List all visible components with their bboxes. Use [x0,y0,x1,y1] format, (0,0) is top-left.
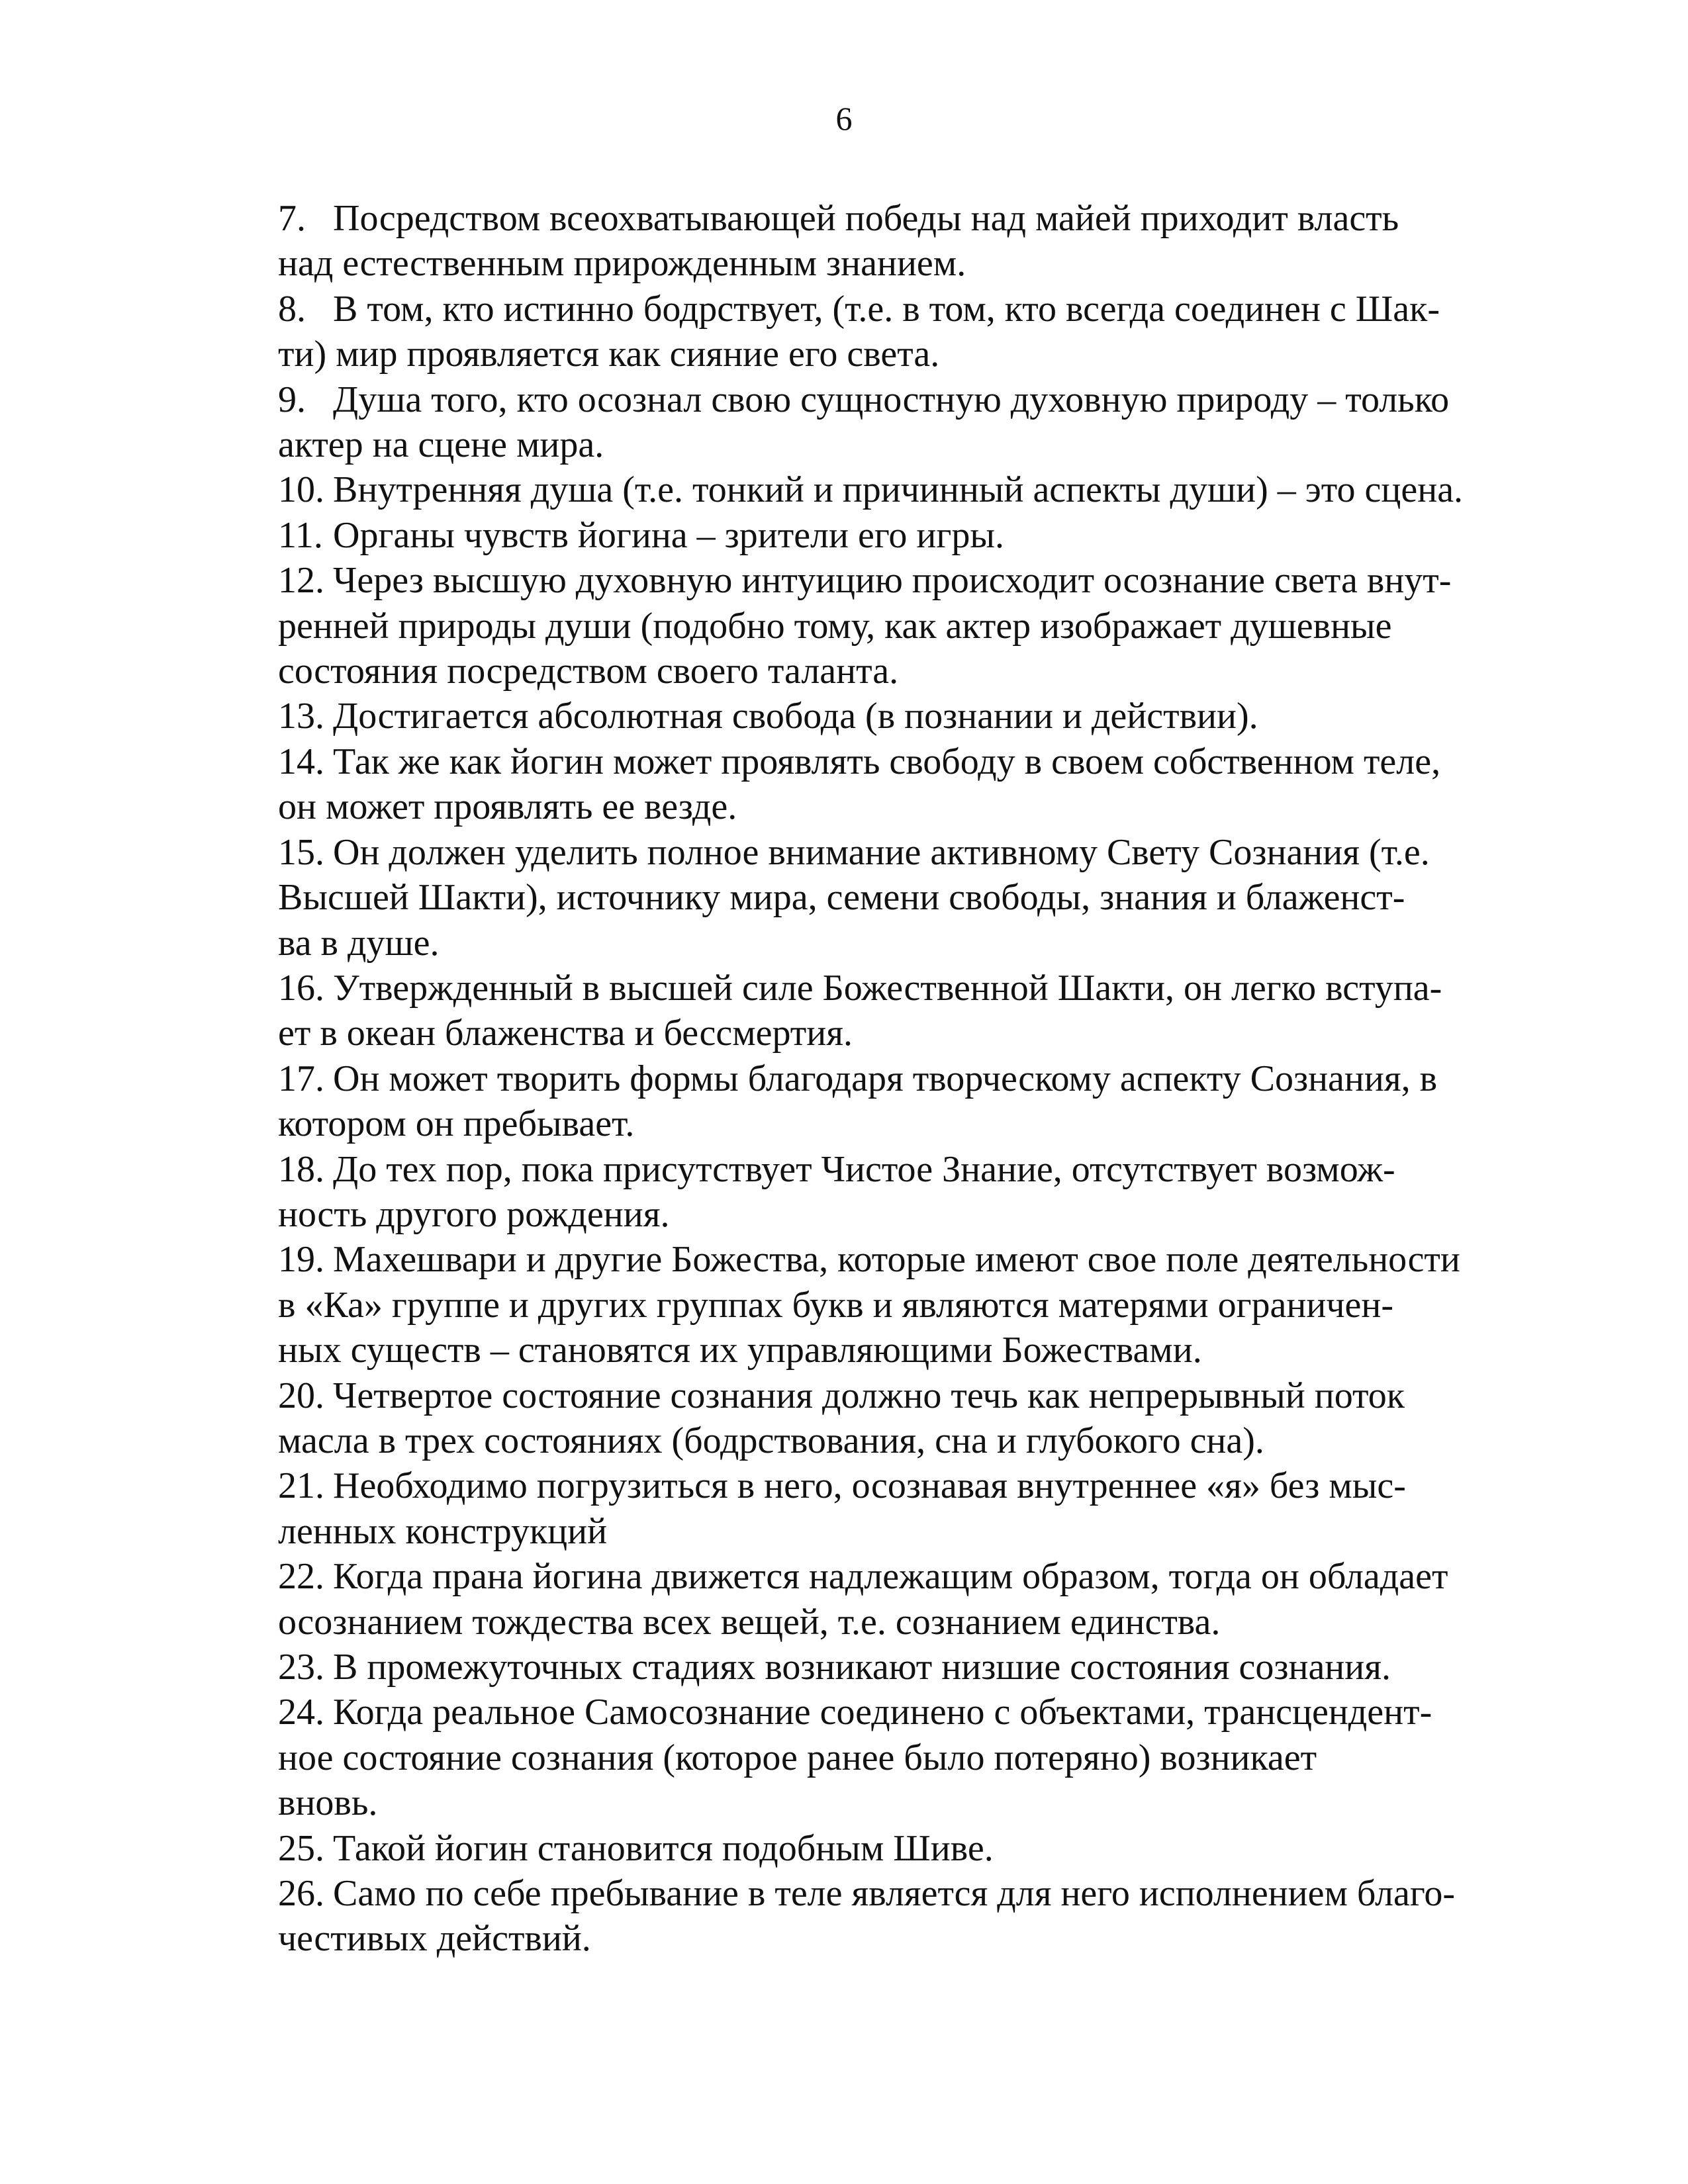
item-number: 17. [278,1058,324,1099]
item-text-line: Внутренняя душа (т.е. тонкий и причинный аспекты души) – это сцена. [333,469,1464,511]
item-text-line: масла в трех состояниях (бодрствования, сна и глубокого сна). [278,1420,1264,1461]
item-text-line: Утвержденный в высшей силе Божественной Шакти, он легко вступа- [333,967,1442,1009]
item-number: 22. [278,1556,324,1598]
item-number: 24. [278,1692,324,1733]
item-text-line: ва в душе. [278,922,440,964]
item-text-line: Когда прана йогина движется надлежащим образом, тогда он обладает [333,1556,1448,1598]
item-number: 26. [278,1873,324,1915]
list-item [278,1237,1536,1373]
item-text-line: Четвертое состояние сознания должно течь как непрерывный поток [333,1375,1405,1416]
list-item [278,1871,1536,1962]
item-text-line: ленных конструкций [278,1510,608,1552]
item-text-line: В том, кто истинно бодрствует, (т.е. в том, кто всегда соединен с Шак- [333,288,1440,330]
item-text-line: Душа того, кто осознал свою сущностную духовную природу – только [333,379,1450,420]
list-item [278,1147,1536,1238]
item-number: 15. [278,831,324,873]
list-item [278,1554,1536,1645]
list-item [278,694,1536,739]
list-item [278,513,1536,558]
list-item [278,739,1536,830]
aphorism-list [278,196,1536,1962]
list-item [278,830,1536,966]
list-item [278,287,1536,377]
list-item [278,1373,1536,1464]
item-text-line: Органы чувств йогина – зрители его игры. [333,514,1004,556]
list-item [278,1690,1536,1825]
item-text-line: Он может творить формы благодаря творческому аспекту Сознания, в [333,1058,1438,1099]
list-item [278,1056,1536,1147]
item-number: 23. [278,1647,324,1688]
item-number: 19. [278,1239,324,1281]
list-item [278,966,1536,1056]
item-number: 13. [278,696,324,737]
item-text-line: Махешвари и другие Божества, которые имеют свое поле деятельности [333,1239,1460,1281]
list-item [278,196,1536,287]
item-text-line: ренней природы души (подобно тому, как актер изображает душевные [278,605,1392,647]
item-number: 7. [278,198,306,239]
item-number: 20. [278,1375,324,1416]
item-text-line: Он должен уделить полное внимание активному Свету Сознания (т.е. [333,831,1430,873]
item-text-line: В промежуточных стадиях возникают низшие состояния сознания. [333,1647,1391,1688]
item-text-line: он может проявлять ее везде. [278,786,737,828]
item-text-line: над естественным прирожденным знанием. [278,243,966,285]
list-item [278,558,1536,694]
item-text-line: Само по себе пребывание в теле является для него исполнением благо- [333,1873,1456,1915]
item-text-line: ное состояние сознания (которое ранее было потеряно) возникает [278,1737,1317,1778]
item-text-line: ет в океан блаженства и бессмертия. [278,1013,853,1054]
item-text-line: ность другого рождения. [278,1193,670,1235]
item-text-line: ти) мир проявляется как сияние его света. [278,334,940,375]
item-number: 16. [278,967,324,1009]
item-text-line: Через высшую духовную интуицию происходит осознание света внут- [333,560,1452,602]
page-number: 6 [835,100,853,137]
item-number: 10. [278,469,324,511]
list-item [278,467,1536,512]
item-text-line: в «Ка» группе и других группах букв и являются матерями ограничен- [278,1284,1393,1326]
item-number: 9. [278,379,306,420]
item-text-line: состояния посредством своего таланта. [278,651,899,692]
item-number: 25. [278,1827,324,1869]
list-item [278,377,1536,468]
item-text-line: Посредством всеохватывающей победы над майей приходит власть [333,198,1399,239]
item-text-line: котором он пребывает. [278,1103,635,1145]
item-text-line: Достигается абсолютная свобода (в познании и действии). [333,696,1258,737]
list-item [278,1645,1536,1690]
item-text-line: Высшей Шакти), источнику мира, семени свободы, знания и блаженст- [278,877,1405,919]
item-text-line: Так же как йогин может проявлять свободу в своем собственном теле, [333,741,1441,782]
list-item [278,1463,1536,1554]
item-number: 8. [278,288,306,330]
item-text-line: честивых действий. [278,1918,591,1960]
item-text-line: Такой йогин становится подобным Шиве. [333,1827,994,1869]
item-number: 18. [278,1148,324,1190]
item-text-line: актер на сцене мира. [278,424,604,466]
item-text-line: Необходимо погрузиться в него, осознавая внутреннее «я» без мыс- [333,1465,1406,1507]
item-number: 14. [278,741,324,782]
item-text-line: До тех пор, пока присутствует Чистое Знание, отсутствует возмож- [333,1148,1395,1190]
item-number: 11. [278,514,323,556]
item-text-line: ных существ – становятся их управляющими Божествами. [278,1330,1202,1371]
list-item [278,1826,1536,1871]
item-text-line: вновь. [278,1782,378,1824]
item-text-line: Когда реальное Самосознание соединено с объектами, трансцендент- [333,1692,1432,1733]
item-number: 12. [278,560,324,602]
item-text-line: осознанием тождества всех вещей, т.е. сознанием единства. [278,1601,1221,1643]
item-number: 21. [278,1465,324,1507]
